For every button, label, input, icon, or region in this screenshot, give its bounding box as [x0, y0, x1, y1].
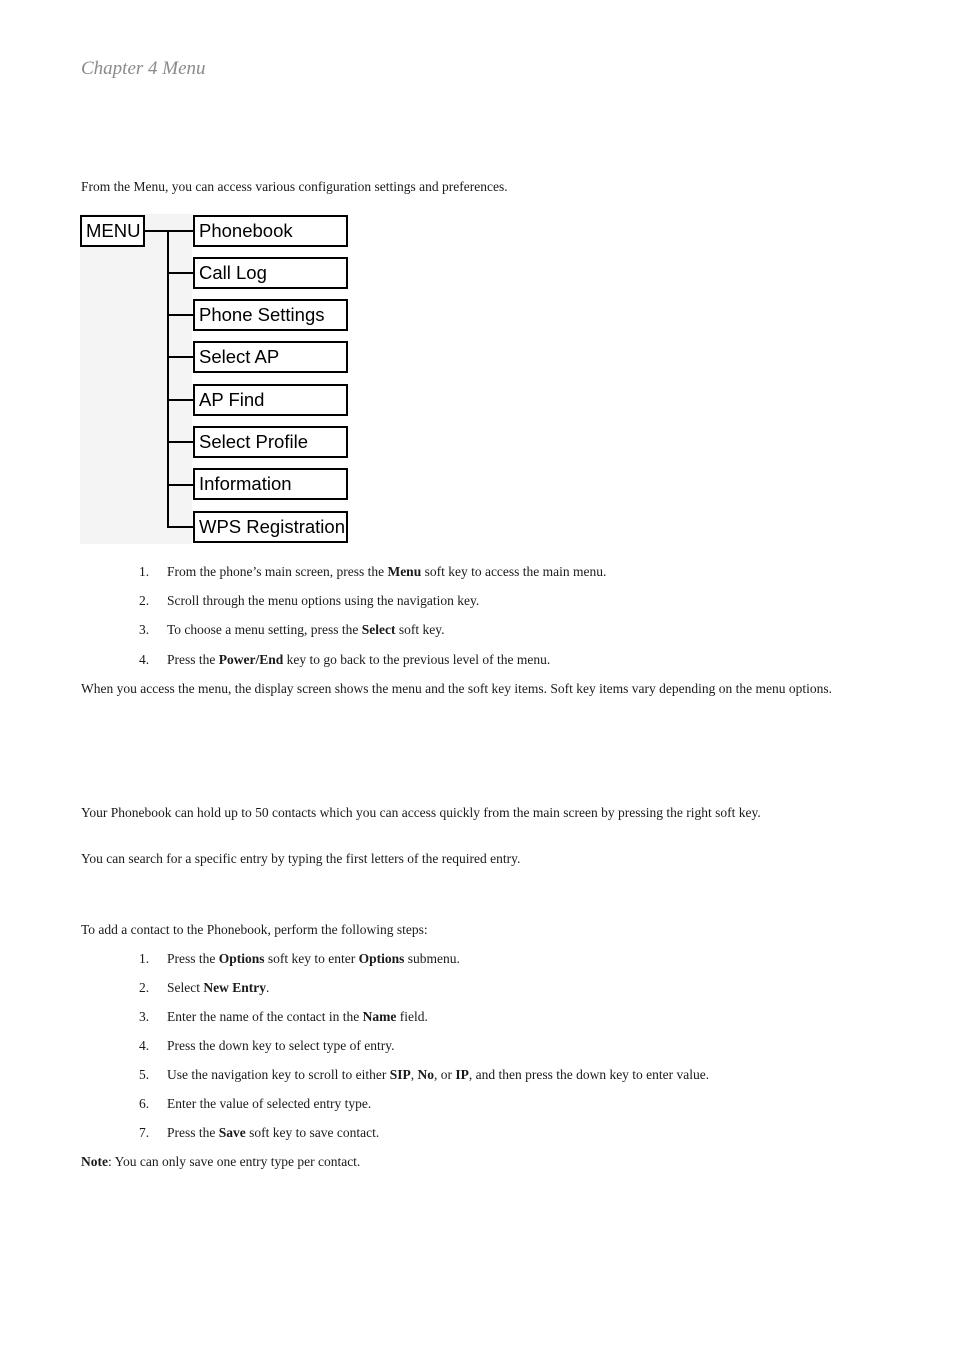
list-item: 4. Press the Power/End key to go back to the previous level of the menu.	[139, 652, 551, 667]
list-item: 2. Select New Entry.	[139, 980, 270, 995]
list-item: 6. Enter the value of selected entry type.	[139, 1096, 372, 1111]
menu-item-call-log: Call Log	[193, 257, 348, 289]
note-text: Note: You can only save one entry type per contact.	[81, 1154, 361, 1169]
menu-item-phone-settings: Phone Settings	[193, 299, 348, 331]
list-item: 1. Press the Options soft key to enter Options submenu.	[139, 951, 460, 966]
menu-tree-diagram	[80, 214, 350, 544]
list-item: 5. Use the navigation key to scroll to either SIP, No, or IP, and then press the down key to enter value.	[139, 1067, 710, 1082]
menu-item-select-profile: Select Profile	[193, 426, 348, 458]
list-item: 7. Press the Save soft key to save contact.	[139, 1125, 380, 1140]
add-contact-intro: To add a contact to the Phonebook, perform the following steps:	[81, 922, 428, 937]
menu-item-ap-find: AP Find	[193, 384, 348, 416]
list-item: 2. Scroll through the menu options using the navigation key.	[139, 593, 480, 608]
menu-root-box: MENU	[80, 215, 145, 247]
list-item: 1. From the phone’s main screen, press the Menu soft key to access the main menu.	[139, 564, 607, 579]
list-item: 3. To choose a menu setting, press the Select soft key.	[139, 622, 445, 637]
chapter-header: Chapter 4 Menu	[81, 58, 206, 79]
list-item: 3. Enter the name of the contact in the Name field.	[139, 1009, 428, 1024]
menu-item-information: Information	[193, 468, 348, 500]
menu-item-phonebook: Phonebook	[193, 215, 348, 247]
menu-item-wps-registration: WPS Registration	[193, 511, 348, 543]
phonebook-paragraph: Your Phonebook can hold up to 50 contacts which you can access quickly from the main screen by pressing the right soft key.	[81, 805, 761, 820]
phonebook-search-paragraph: You can search for a specific entry by typing the first letters of the required entry.	[81, 851, 521, 866]
menu-item-select-ap: Select AP	[193, 341, 348, 373]
intro-text: From the Menu, you can access various configuration settings and preferences.	[81, 179, 508, 194]
menu-paragraph: When you access the menu, the display screen shows the menu and the soft key items. Soft key items vary depending on the menu options.	[81, 681, 832, 696]
list-item: 4. Press the down key to select type of entry.	[139, 1038, 395, 1053]
